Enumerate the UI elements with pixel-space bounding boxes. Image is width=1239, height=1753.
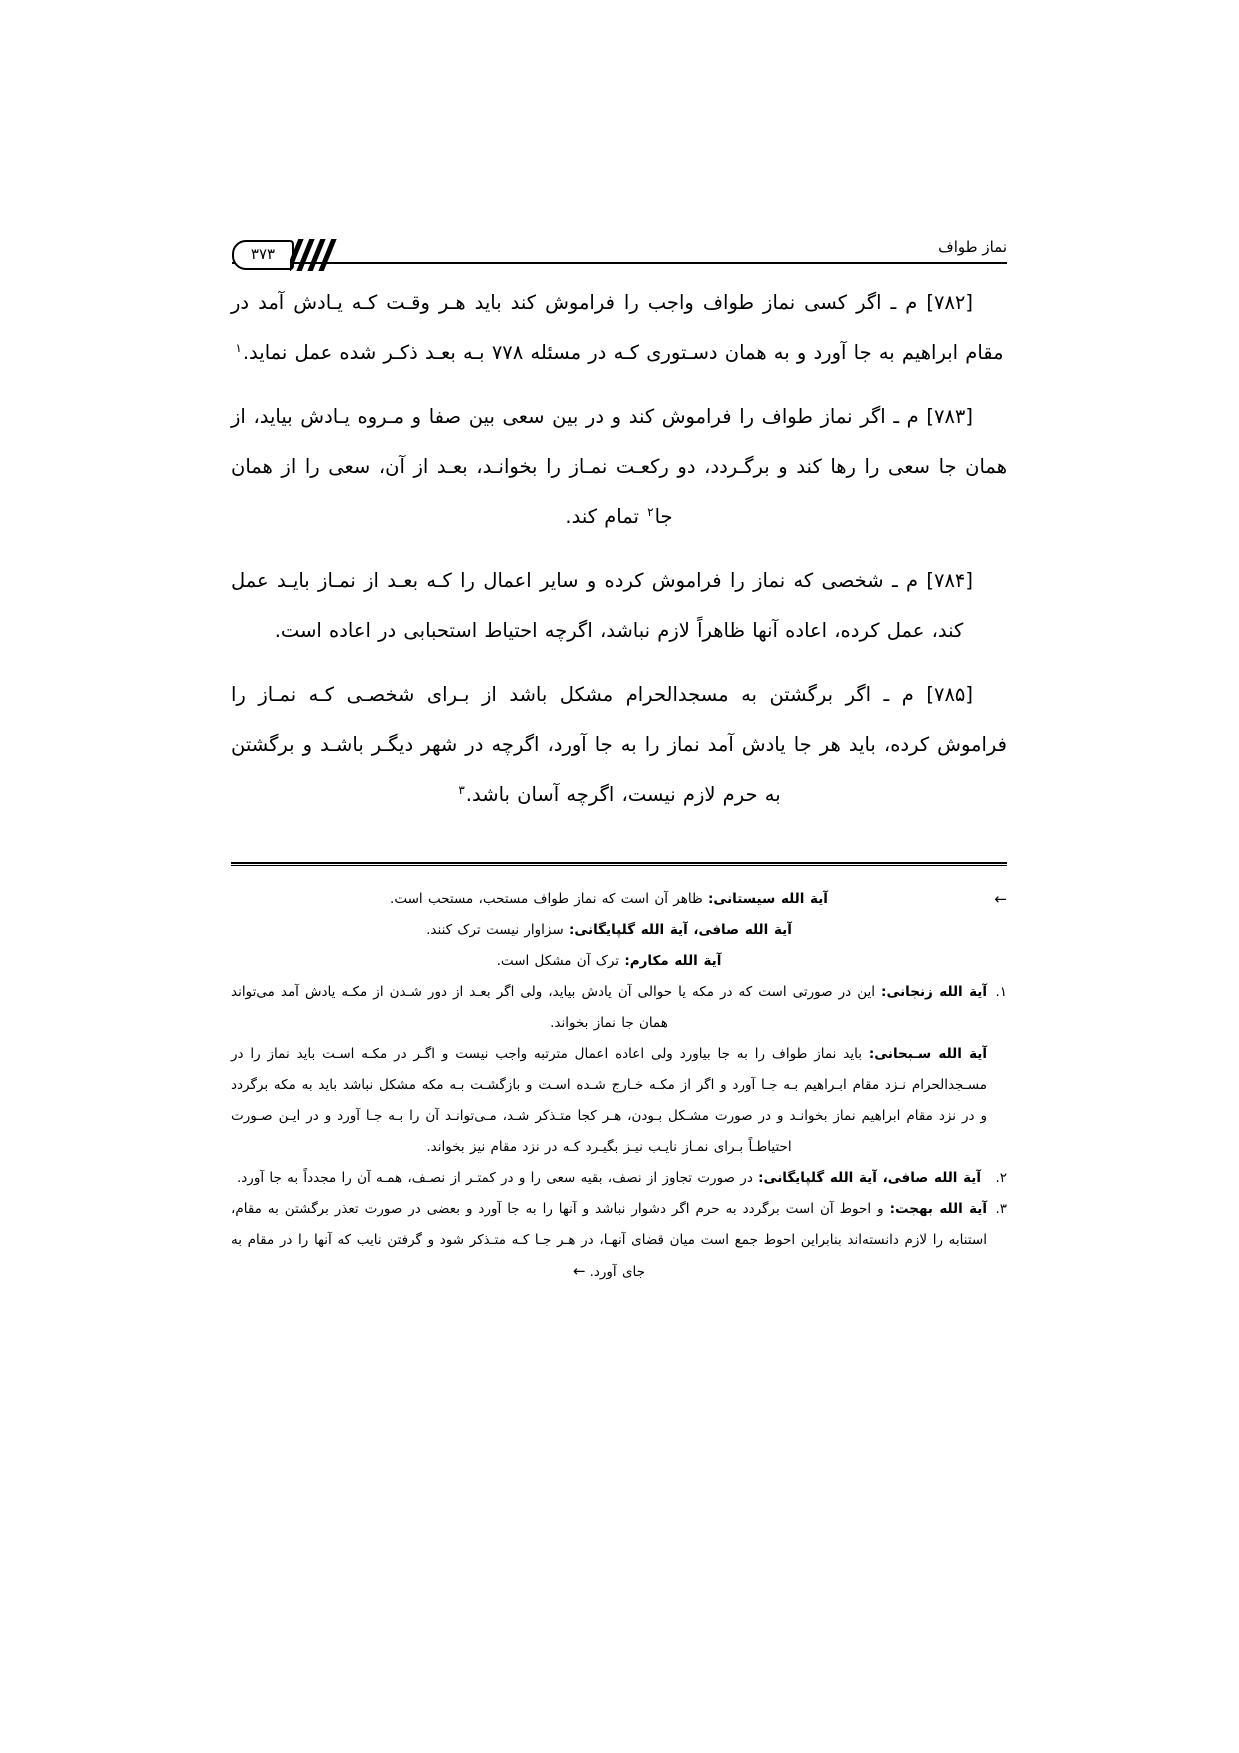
body-text-column [231, 278, 1007, 820]
footnote-entry-1-zanjani [231, 977, 1007, 1039]
paragraph-text: اگر برگشتن به مسجدالحرام مشکل باشد از بـرای شخصـی کـه نمـاز را فراموش کرده، باید هر جا یادش آمد نماز را به جا آورد، اگرچه در شهر دیگـر باشـد و برگشتن به حرم لازم نیست، اگرچه آسان باشد. [231, 683, 1007, 806]
footnote-entry-sistani [231, 884, 1007, 915]
marja-name: آیة الله سـبحانی: [868, 1046, 987, 1062]
paragraph-782 [231, 278, 1007, 378]
page-number-badge [232, 240, 294, 270]
marja-name: آیة الله زنجانی: [881, 984, 987, 1000]
footnote-body: ظاهر آن است که نماز طواف مستحب، مستحب است. [390, 891, 709, 907]
footnote-text [231, 884, 987, 915]
header-title: نماز طواف [938, 238, 1007, 256]
footnote-text [231, 946, 987, 977]
marja-name: آیة الله صافی، آیة الله گلپایگانی: [758, 1170, 981, 1186]
paragraph-text-tail: تمام کند. [565, 505, 647, 528]
footnote-entry-safi-golpaygani-a [231, 915, 1007, 946]
paragraph-marker: [۷۸۴] م ـ [891, 569, 973, 592]
footnote-ref[interactable]: ۳ [458, 782, 465, 797]
footnote-ref[interactable]: ۲ [647, 504, 654, 519]
footnote-text [231, 1163, 987, 1194]
running-header [232, 222, 1007, 268]
footnote-body: سزاوار نیست ترک کنند. [426, 922, 569, 938]
footnote-body: ترک آن مشکل است. [496, 953, 625, 969]
paragraph-text: اگر نماز طواف را فراموش کند و در بین سعی بین صفا و مـروه یـادش بیاید، از همان جا سعی را رها کند و برگـردد، دو رکعـت نمـاز را بخوانـد، بعـد از آن، سعی را از همان جا [231, 405, 1007, 528]
marja-name: آیة الله صافی، آیة الله گلپایگانی: [568, 922, 792, 938]
footnote-entry-3-bahjat [231, 1194, 1007, 1288]
footnote-separator [231, 862, 1007, 866]
footnote-ref[interactable]: ۱ [235, 340, 242, 355]
marja-name: آیة الله مکارم: [624, 953, 722, 969]
footnote-section [231, 884, 1007, 1288]
page-number: ۳۷۳ [250, 244, 276, 263]
continuation-arrow-icon: ← [994, 890, 1007, 908]
footnote-body: و احوط آن است برگردد به حرم اگر دشوار نباشد و آنها را به جا آورد و بعضی در صورت تعذر برگشتن به مقام، استنابه را لازم دانسته‌اند بنابراین احوط جمع است میان قضای آنهـا، در هـر جـا کـه متـذکر شود و گرفتن نایب که آنها را در مقام به جای آورد. [231, 1201, 987, 1280]
paragraph-marker: [۷۸۵] م ـ [883, 683, 973, 706]
footnote-marker: ۱. [995, 984, 1007, 1000]
footnote-text [231, 915, 987, 946]
footnote-body: این در صورتی است که در مکه یا حوالی آن یادش بیاید، ولی اگر بعـد از دور شـدن از مکـه یادش آمد می‌تواند همان جا نماز بخواند. [231, 984, 882, 1031]
continuation-arrow-icon: ← [573, 1262, 586, 1280]
marja-name: آیة الله سیستانی: [708, 891, 828, 907]
footnote-entry-sobhani [231, 1039, 987, 1163]
footnote-entry-2-safi-golpaygani [231, 1163, 1007, 1194]
footnote-marker: ۲. [995, 1170, 1007, 1186]
header-rule [232, 262, 1007, 264]
paragraph-marker: [۷۸۳] م ـ [893, 405, 973, 428]
paragraph-text: اگر کسی نماز طواف واجب را فراموش کند باید هـر وقـت کـه یـادش آمد در مقام ابراهیم به جا آورد و به همان دسـتوری کـه در مسئله ۷۷۸ بـه بعـد ذکـر شده عمل نماید. [231, 291, 1004, 364]
paragraph-text: شخصی که نماز را فراموش کرده و سایر اعمال را کـه بعـد از نمـاز بایـد عمل کند، عمل کرده، اعاده آنها ظاهراً لازم نباشد، اگرچه احتیاط استحبابی در اعاده است. [231, 569, 964, 642]
footnote-text [231, 1194, 987, 1288]
paragraph-785 [231, 670, 1007, 820]
footnote-marker: ۳. [995, 1201, 1007, 1217]
footnote-body: در صورت تجاوز از نصف، بقیه سعی را و در کمتـر از نصـف، همـه آن را مجدداً به جا آورد. [237, 1170, 759, 1186]
footnote-entry-makarem [231, 946, 1007, 977]
footnote-text [231, 1039, 987, 1163]
footnote-text [231, 977, 987, 1039]
footnote-body: باید نماز طواف را به جا بیاورد ولی اعاده اعمال مترتبه واجب نیست و اگـر در مکـه اسـت باید نماز را در مسـجدالحرام نـزد مقام ابـراهیم بـه جـا آورد و اگر از مکـه خـارج شـده اسـت و بازگشـت بـه مکه مشکل نباشد باید به مکه برگردد و در نزد مقام ابراهیم نماز بخوانـد و در صورت مشـکل بـودن، هـر کجا متـذکر شـد، مـی‌توانـد آن را بـه جـا آورد و در ایـن صـورت احتیاطـاً بـرای نمـاز نایـب نیـز بگیـرد کـه در نزد مقام نیز بخواند. [231, 1046, 987, 1155]
marja-name: آیة الله بهجت: [889, 1201, 987, 1217]
paragraph-783 [231, 392, 1007, 542]
slash-decoration-icon [290, 239, 342, 271]
paragraph-784 [231, 556, 1007, 656]
paragraph-marker: [۷۸۲] م ـ [890, 291, 973, 314]
